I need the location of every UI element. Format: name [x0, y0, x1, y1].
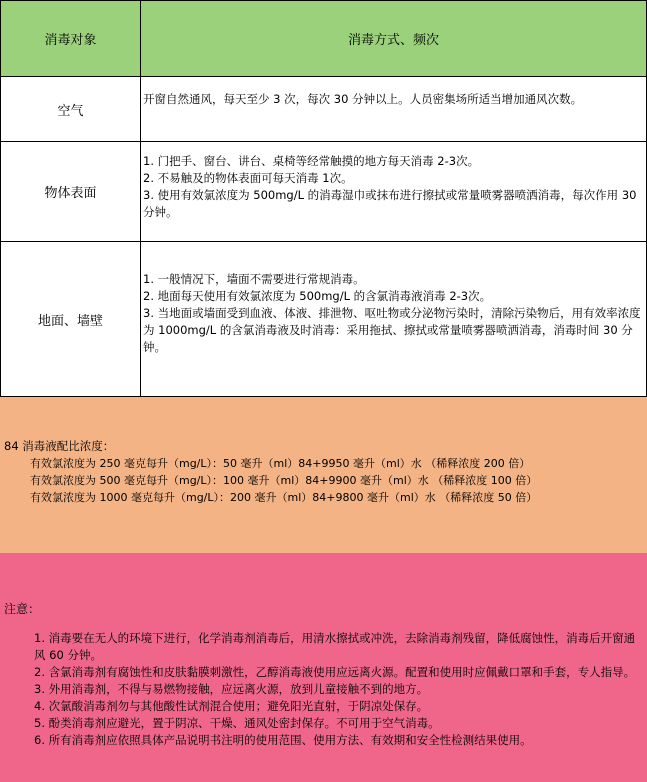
- row-object-surfaces: 物体表面: [44, 186, 97, 201]
- note-item: 2. 含氯消毒剂有腐蚀性和皮肤黏膜刺激性，乙醇消毒液使用应远离火源。配置和使用时应佩戴口罩和手套，专人指导。: [34, 665, 636, 679]
- row-method-floor-walls: [143, 271, 643, 356]
- note-item: 1. 消毒要在无人的环境下进行，化学消毒剂消毒后，用清水擦拭或冲洗，去除消毒剂残留，降低腐蚀性，消毒后开窗通风 60 分钟。: [34, 631, 636, 662]
- method-line: 2. 地面每天使用有效氯浓度为 500mg/L 的含氯消毒液消毒 2-3次。: [143, 289, 492, 303]
- dilution-line: 有效氯浓度为 500 毫克每升（mg/L）：100 毫升（ml）84+9900 毫升（ml）水 （稀释浓度 100 倍）: [30, 474, 538, 487]
- dilution-title: 84 消毒液配比浓度：: [4, 439, 115, 453]
- row-object-air: 空气: [57, 103, 84, 119]
- row-method-surfaces: [143, 153, 643, 221]
- notes-block: [4, 601, 644, 618]
- note-item: 4. 次氯酸消毒剂勿与其他酸性试剂混合使用；避免阳光直射，于阴凉处保存。: [34, 699, 429, 713]
- header-method: 消毒方式、频次: [347, 33, 439, 48]
- note-item: 3. 外用消毒剂，不得与易燃物接触，应远离火源，放到儿童接触不到的地方。: [34, 682, 429, 696]
- note-item: 6. 所有消毒剂应依照具体产品说明书注明的使用范围、使用方法、有效期和安全性检测结果使用。: [34, 733, 532, 747]
- method-line: 3. 当地面或墙面受到血液、体液、排泄物、呕吐物或分泌物污染时，清除污染物后，用有效率浓度为 1000mg/L 的含氯消毒液及时消毒：采用拖拭、擦拭或常量喷雾器喷洒消毒，消毒时间 30 分钟。: [143, 306, 641, 354]
- method-line: 1. 门把手、窗台、讲台、桌椅等经常触摸的地方每天消毒 2-3次。: [143, 154, 480, 168]
- method-line: 开窗自然通风，每天至少 3 次，每次 30 分钟以上。人员密集场所适当增加通风次数。: [143, 92, 583, 106]
- row-object-floor-walls: 地面、墙壁: [37, 313, 103, 329]
- method-line: 1. 一般情况下，墙面不需要进行常规消毒。: [143, 272, 365, 286]
- row-method-air: [143, 91, 643, 108]
- header-object: 消毒对象: [44, 33, 97, 48]
- dilution-line: 有效氯浓度为 1000 毫克每升（mg/L）：200 毫升（ml）84+9800 毫升（ml）水 （稀释浓度 50 倍）: [30, 491, 538, 504]
- method-line: 2. 不易触及的物体表面可每天消毒 1次。: [143, 171, 353, 185]
- method-line: 3. 使用有效氯浓度为 500mg/L 的消毒湿巾或抹布进行擦拭或常量喷雾器喷洒消毒，每次作用 30 分钟。: [143, 188, 637, 219]
- dilution-line: 有效氯浓度为 250 毫克每升（mg/L）：50 毫升（ml）84+9950 毫升（ml）水 （稀释浓度 200 倍）: [30, 457, 531, 470]
- notes-title: 注意：: [4, 602, 41, 616]
- dilution-block: [4, 438, 644, 506]
- note-item: 5. 酚类消毒剂应避光，置于阴凉、干燥、通风处密封保存。不可用于空气消毒。: [34, 716, 440, 730]
- notes-list: [34, 630, 642, 749]
